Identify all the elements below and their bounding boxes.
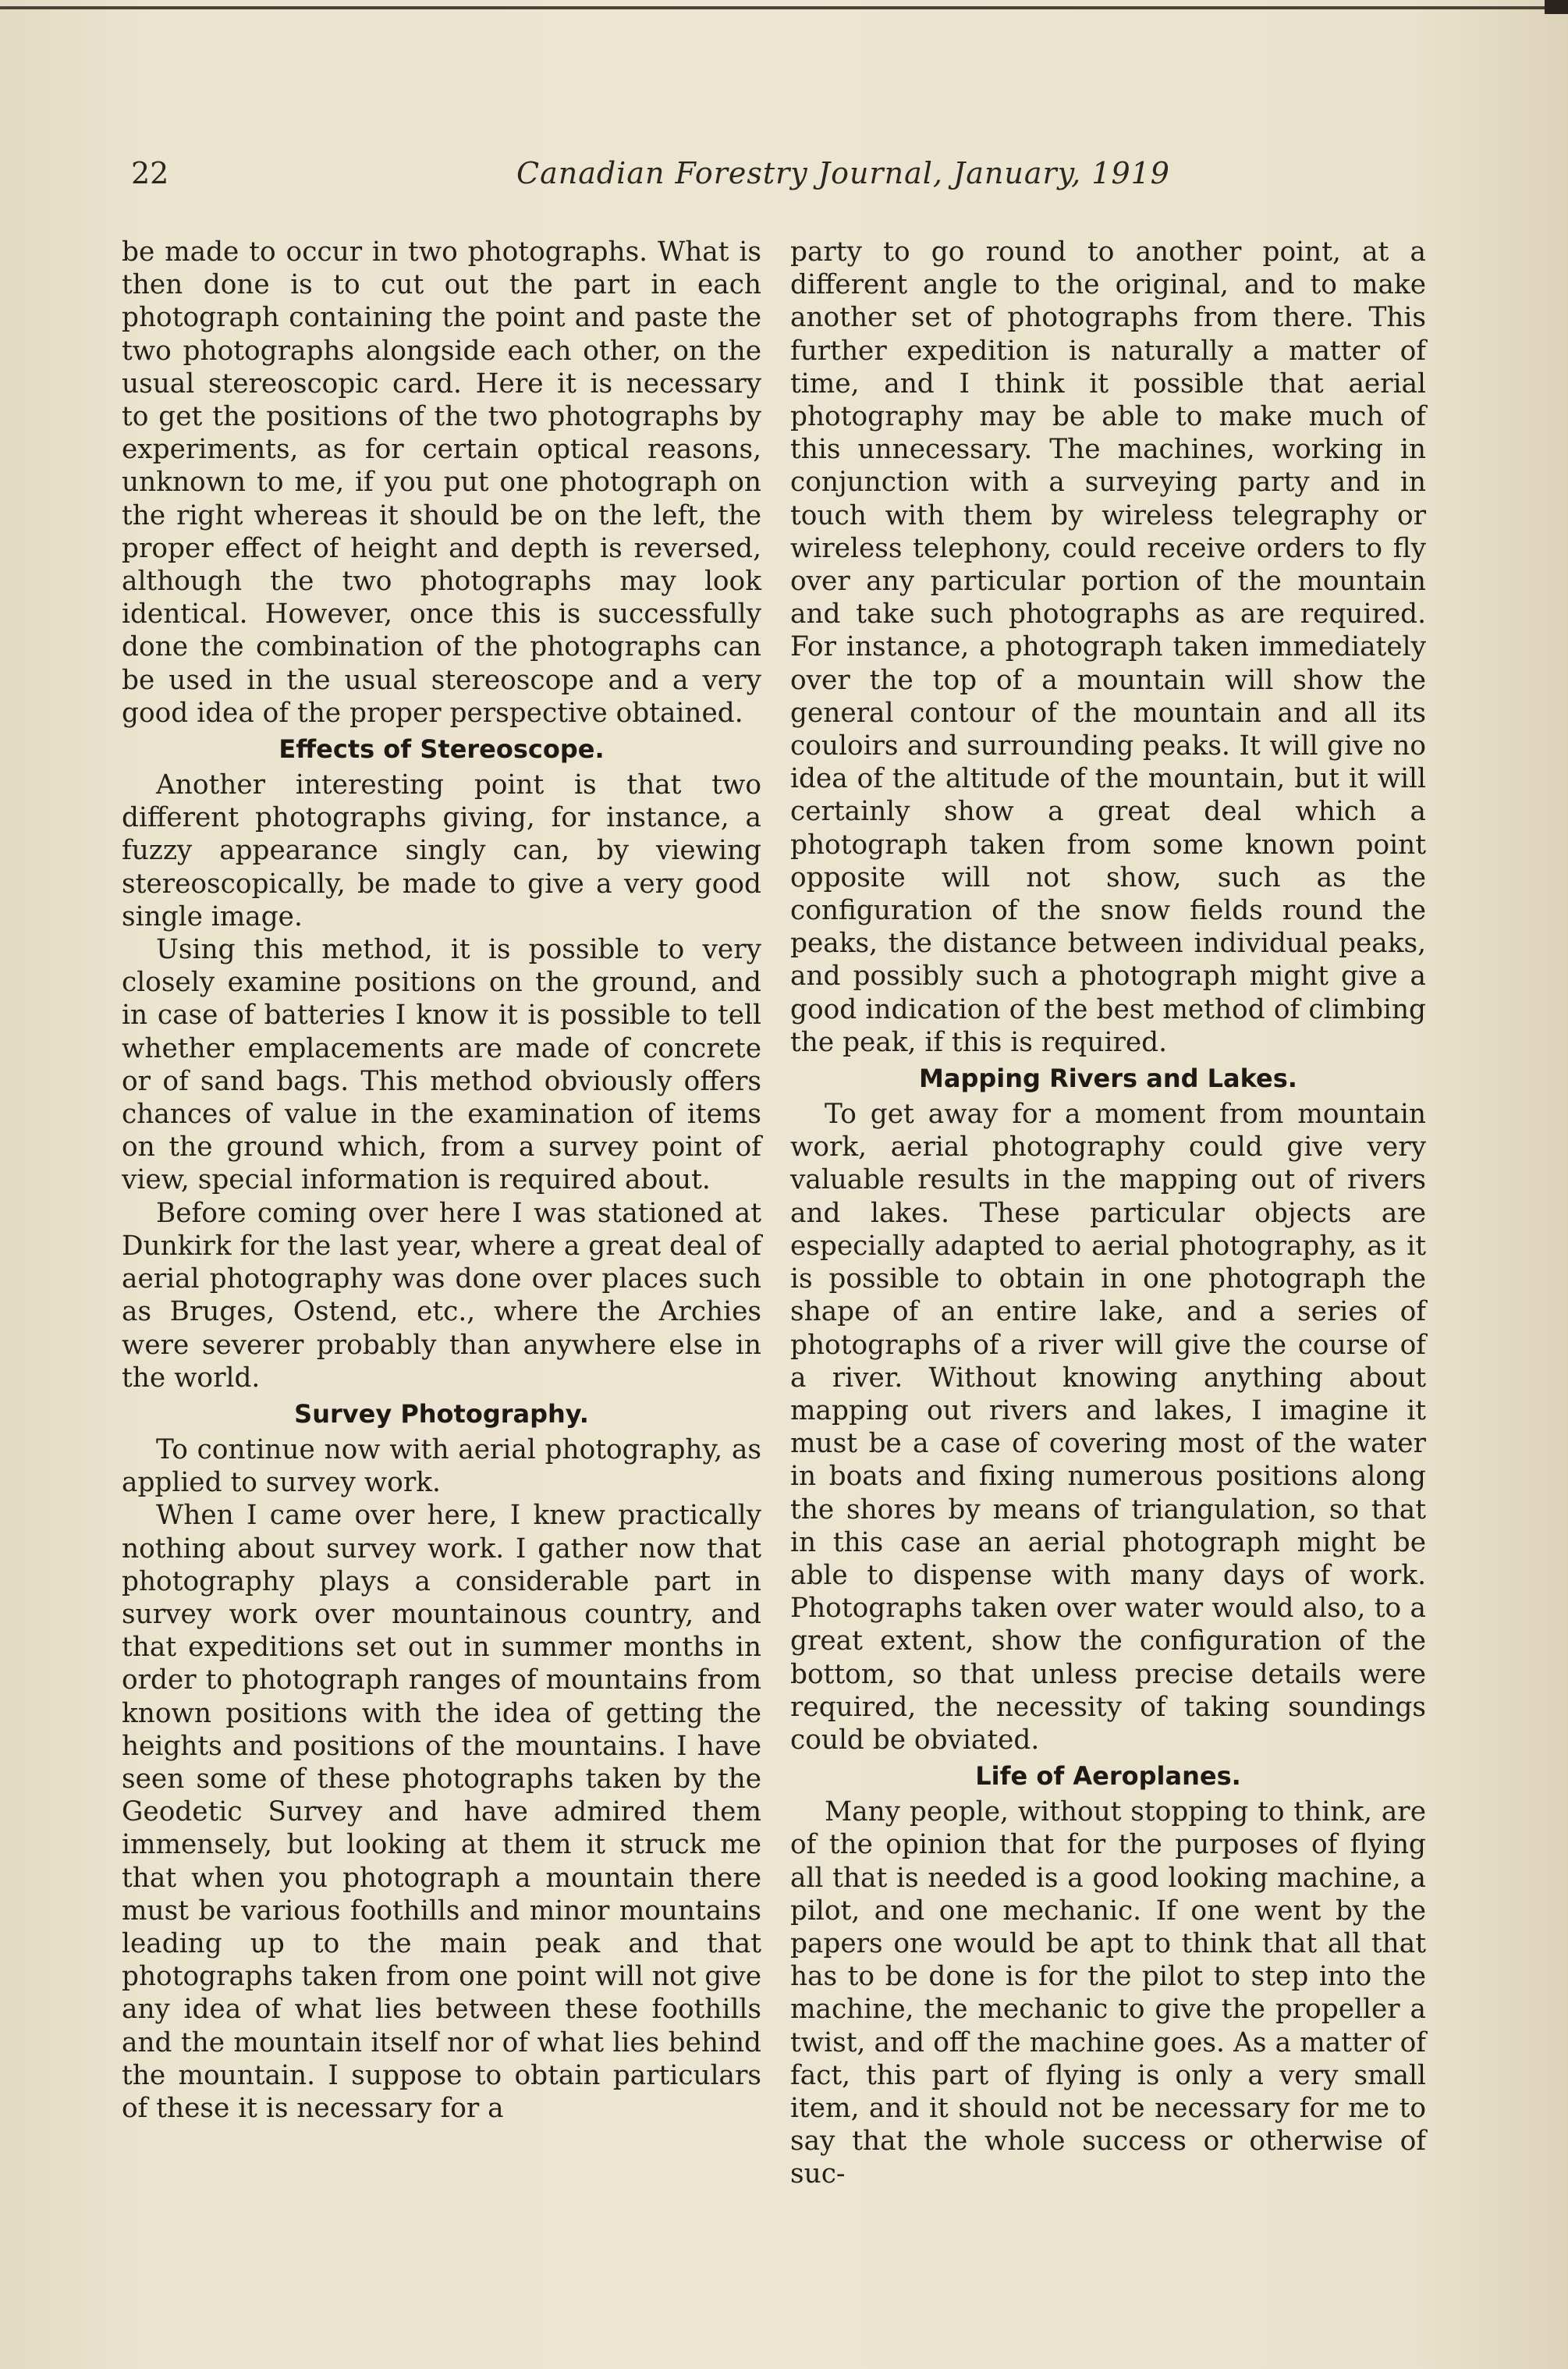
top-border-rule bbox=[0, 6, 1568, 9]
paragraph: party to go round to another point, at a different angle to the original, and to make another set of photographs from there. This further expedition is naturally a matter of time, and I think it possible that aerial photography may be able to make much of this unnecessary. The machines, working in conjunction with a surveying party and in touch with them by wireless telegraphy or wireless telephony, could receive orders to fly over any particular portion of the mountain and take such photographs as are required. For instance, a photograph taken immediately over the top of a mountain will show the general contour of the mountain and all its couloirs and surrounding peaks. It will give no idea of the altitude of the mountain, but it will certainly show a great deal which a photograph taken from some known point opposite will not show, such as the configuration of the snow fields round the peaks, the distance between individual peaks, and possibly such a photograph might give a good indication of the best method of climbing the peak, if this is required. bbox=[790, 236, 1426, 1058]
paragraph: To get away for a moment from mountain work, aerial photography could give very valuable results in the mapping out of rivers and lakes. These particular objects are especially adapted to aerial photography, as it is possible to obtain in one photograph the shape of an entire lake, and a series of photographs of a river will give the course of a river. Without knowing anything about mapping out rivers and lakes, I imagine it must be a case of covering most of the water in boats and fixing numerous positions along the shores by means of triangulation, so that in this case an aerial photograph might be able to dispense with many days of work. Photographs taken over water would also, to a great extent, show the configuration of the bottom, so that unless precise details were required, the necessity of taking soundings could be obviated. bbox=[790, 1099, 1426, 1756]
right-column bbox=[790, 236, 1426, 2191]
journal-title: Canadian Forestry Journal, January, 1919 bbox=[516, 156, 1170, 190]
paragraph: To continue now with aerial photography, as applied to survey work. bbox=[122, 1433, 761, 1499]
paragraph: be made to occur in two photographs. What is then done is to cut out the part in each photograph containing the point and paste the two photographs alongside each other, on the usual stereoscopic card. Here it is necessary to get the positions of the two photographs by experiments, as for certain optical reasons, unknown to me, if you put one photograph on the right whereas it should be on the left, the proper effect of height and depth is reversed, although the two photographs may look identical. However, once this is successfully done the combination of the photographs can be used in the usual stereoscope and a very good idea of the proper perspective obtained. bbox=[122, 236, 761, 729]
left-column bbox=[122, 236, 761, 2125]
corner-edge-mark bbox=[1545, 0, 1568, 14]
paragraph: Many people, without stopping to think, are of the opinion that for the purposes of flying all that is needed is a good looking machine, a pilot, and one mechanic. If one went by the papers one would be apt to think that all that has to be done is for the pilot to step into the machine, the mechanic to give the propeller a twist, and off the machine goes. As a matter of fact, this part of flying is only a very small item, and it should not be necessary for me to say that the whole success or otherwise of suc- bbox=[790, 1796, 1426, 2190]
page-number: 22 bbox=[131, 156, 169, 190]
section-heading: Effects of Stereoscope. bbox=[278, 734, 605, 765]
section-heading: Mapping Rivers and Lakes. bbox=[919, 1064, 1297, 1094]
paragraph: Using this method, it is possible to very closely examine positions on the ground, and in case of batteries I know it is possible to tell whether emplacements are made of concrete or of sand bags. This method obviously offers chances of value in the examination of items on the ground which, from a survey point of view, special information is required about. bbox=[122, 934, 761, 1196]
paragraph: Before coming over here I was stationed at Dunkirk for the last year, where a great deal of aerial photography was done over places such as Bruges, Ostend, etc., where the Archies were severer probably than anywhere else in the world. bbox=[122, 1197, 761, 1394]
paragraph: When I came over here, I knew practically nothing about survey work. I gather now that photography plays a considerable part in survey work over mountainous country, and that expeditions set out in summer months in order to photograph ranges of mountains from known positions with the idea of getting the heights and positions of the mountains. I have seen some of these photographs taken by the Geodetic Survey and have admired them immensely, but looking at them it struck me that when you photograph a mountain there must be various foothills and minor mountains leading up to the main peak and that photographs taken from one point will not give any idea of what lies between these foothills and the mountain itself nor of what lies behind the mountain. I suppose to obtain particulars of these it is necessary for a bbox=[122, 1500, 761, 2124]
section-heading: Survey Photography. bbox=[294, 1398, 589, 1429]
paragraph: Another interesting point is that two different photographs giving, for instance, a fuzzy appearance singly can, by viewing stereoscopically, be made to give a very good single image. bbox=[122, 769, 761, 932]
running-header bbox=[117, 153, 1474, 200]
section-heading: Life of Aeroplanes. bbox=[975, 1761, 1241, 1792]
